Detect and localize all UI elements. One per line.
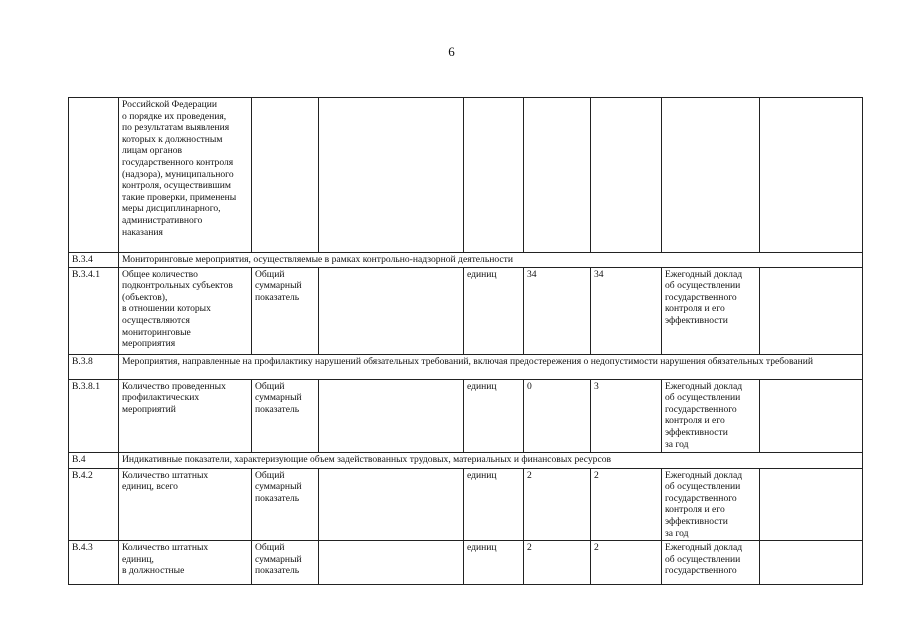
cell-value-2: 3 bbox=[591, 379, 662, 452]
cell-note bbox=[760, 267, 863, 354]
indicators-table bbox=[68, 97, 863, 585]
cell-note bbox=[760, 98, 863, 253]
cell-type bbox=[252, 98, 319, 253]
cell-code: В.3.4 bbox=[69, 253, 119, 268]
cell-formula bbox=[319, 98, 464, 253]
cell-code: В.3.4.1 bbox=[69, 267, 119, 354]
cell-unit: единиц bbox=[464, 468, 524, 541]
cell-code: В.4 bbox=[69, 452, 119, 468]
cell-note bbox=[760, 468, 863, 541]
cell-formula bbox=[319, 468, 464, 541]
cell-note bbox=[760, 541, 863, 585]
cell-section-title: Мониторинговые мероприятия, осуществляемые в рамках контрольно-надзорной деятельности bbox=[119, 253, 863, 268]
cell-note bbox=[760, 379, 863, 452]
cell-type: Общий суммарный показатель bbox=[252, 541, 319, 585]
table-row-section bbox=[69, 253, 863, 268]
cell-unit: единиц bbox=[464, 541, 524, 585]
cell-name: Количество проведенных профилактических мероприятий bbox=[119, 379, 252, 452]
cell-source bbox=[662, 98, 760, 253]
cell-name: Количество штатных единиц, всего bbox=[119, 468, 252, 541]
cell-code: В.3.8 bbox=[69, 354, 119, 379]
cell-formula bbox=[319, 379, 464, 452]
cell-type: Общий суммарный показатель bbox=[252, 468, 319, 541]
cell-code: В.3.8.1 bbox=[69, 379, 119, 452]
table-body bbox=[69, 98, 863, 585]
cell-name: Количество штатных единиц, в должностные bbox=[119, 541, 252, 585]
table-row bbox=[69, 379, 863, 452]
cell-value-1: 0 bbox=[524, 379, 591, 452]
page-number: 6 bbox=[448, 44, 455, 59]
cell-unit: единиц bbox=[464, 267, 524, 354]
cell-value-2: 2 bbox=[591, 468, 662, 541]
cell-source: Ежегодный доклад об осуществлении государственного контроля и его эффективности за год bbox=[662, 379, 760, 452]
table-row-section bbox=[69, 354, 863, 379]
table-row-section bbox=[69, 452, 863, 468]
cell-source: Ежегодный доклад об осуществлении государственного bbox=[662, 541, 760, 585]
cell-code: В.4.3 bbox=[69, 541, 119, 585]
cell-source: Ежегодный доклад об осуществлении государственного контроля и его эффективности bbox=[662, 267, 760, 354]
cell-value-1 bbox=[524, 98, 591, 253]
cell-source: Ежегодный доклад об осуществлении государственного контроля и его эффективности за год bbox=[662, 468, 760, 541]
cell-type: Общий суммарный показатель bbox=[252, 267, 319, 354]
cell-formula bbox=[319, 541, 464, 585]
cell-value-2: 34 bbox=[591, 267, 662, 354]
cell-name: Российской Федерации о порядке их проведения, по результатам выявления которых к должностным лицам органов государственного контроля (надзора), муниципального контроля, осуществившим такие проверки, применены меры дисциплинарного, административного наказания bbox=[119, 98, 252, 253]
cell-name: Общее количество подконтрольных субъектов (объектов), в отношении которых осуществляются мониторинговые мероприятия bbox=[119, 267, 252, 354]
table-row-continuation bbox=[69, 98, 863, 253]
cell-formula bbox=[319, 267, 464, 354]
cell-unit: единиц bbox=[464, 379, 524, 452]
cell-value-2 bbox=[591, 98, 662, 253]
cell-unit bbox=[464, 98, 524, 253]
cell-code: В.4.2 bbox=[69, 468, 119, 541]
cell-value-1: 2 bbox=[524, 541, 591, 585]
cell-section-title: Мероприятия, направленные на профилактику нарушений обязательных требований, включая предостережения о недопустимости нарушения обязательных требований bbox=[119, 354, 863, 379]
cell-value-2: 2 bbox=[591, 541, 662, 585]
table-row bbox=[69, 468, 863, 541]
table-row bbox=[69, 267, 863, 354]
cell-code bbox=[69, 98, 119, 253]
cell-value-1: 34 bbox=[524, 267, 591, 354]
cell-type: Общий суммарный показатель bbox=[252, 379, 319, 452]
cell-value-1: 2 bbox=[524, 468, 591, 541]
table-row bbox=[69, 541, 863, 585]
cell-section-title: Индикативные показатели, характеризующие объем задействованных трудовых, материальных и финансовых ресурсов bbox=[119, 452, 863, 468]
